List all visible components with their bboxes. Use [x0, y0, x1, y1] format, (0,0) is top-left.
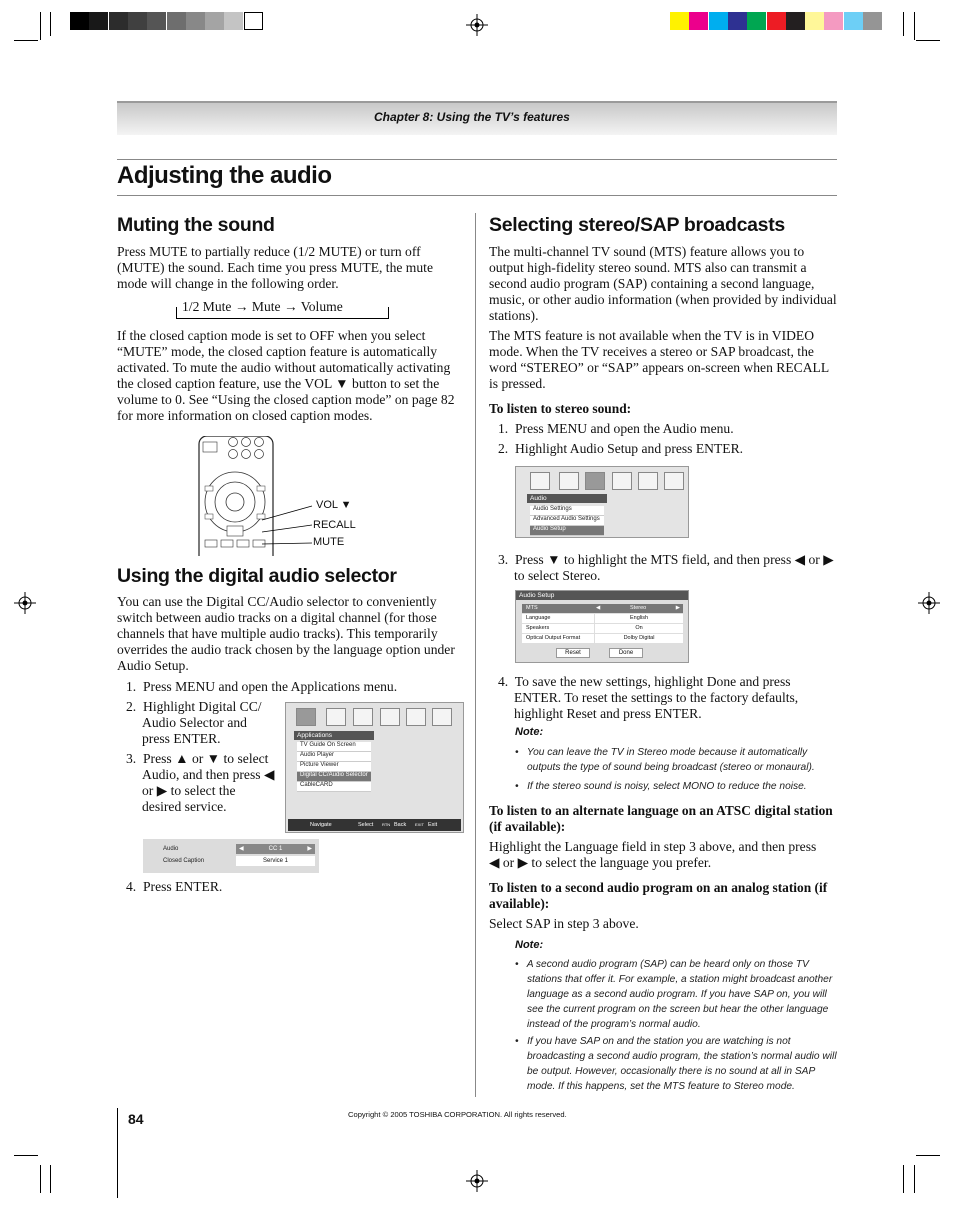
stereo-p2: The MTS feature is not available when the TV is in VIDEO mode. When the TV receives a stereo or SAP broadcast, the word “STEREO” or “SAP” appears on-screen when RECALL is pressed.: [489, 328, 829, 391]
tab-picture-icon: [296, 708, 316, 726]
digital-body: You can use the Digital CC/Audio selector to conveniently switch between audio tracks on a digital channel (for those channels that have multiple audio tracks). This temporarily overrides the audio track chosen by the language option under Audio Setup.: [117, 594, 455, 673]
gray-swatch: [109, 12, 128, 30]
tab-audio-icon: [326, 708, 346, 726]
app-item-digital-cc-audio[interactable]: Digital CC/Audio Selector: [297, 772, 371, 782]
audio-item-advanced[interactable]: Advanced Audio Settings: [530, 516, 604, 526]
tab-music-icon: [585, 472, 605, 490]
app-item-audio-player[interactable]: Audio Player: [297, 752, 371, 762]
app-item-picture-viewer[interactable]: Picture Viewer: [297, 762, 371, 772]
audio-setup-title: Audio Setup: [516, 591, 688, 600]
color-swatch: [689, 12, 708, 30]
stereo-heading: Selecting stereo/SAP broadcasts: [489, 214, 785, 236]
digital-heading: Using the digital audio selector: [117, 565, 397, 587]
stereo-p1: The multi-channel TV sound (MTS) feature allows you to output high-fidelity stereo sound. MTS also can transmit a second audio program (SAP) containing a second language, music, or other audio information (when provided by individual stations).: [489, 244, 837, 323]
remote-callout-lines: [262, 500, 314, 550]
mts-row[interactable]: MTS ◀ Stereo ▶: [522, 604, 683, 613]
stereo-step-1: 1. Press MENU and open the Audio menu.: [498, 421, 734, 436]
page-number: 84: [128, 1111, 144, 1127]
right-arrow-icon: ▶: [307, 846, 312, 852]
optical-output-row[interactable]: Optical Output Format Dolby Digital: [522, 634, 683, 643]
registration-mark-icon: [14, 592, 36, 614]
tab-apps-icon: [664, 472, 684, 490]
digital-audio-selector: [143, 839, 319, 873]
app-item-cablecard[interactable]: CableCARD: [297, 782, 371, 792]
footer-rule: [117, 1108, 118, 1198]
digital-step-3: 3. Press ▲ or ▼ to select Audio, and then press ◀ or ▶ to select the desired service.: [126, 751, 275, 814]
done-button[interactable]: Done: [609, 648, 643, 658]
note-1b: • If the stereo sound is noisy, select MONO to reduce the noise.: [515, 781, 807, 792]
color-swatch: [863, 12, 882, 30]
gray-swatch: [186, 12, 205, 30]
audio-menu-title: Audio: [527, 494, 607, 503]
color-swatch: [728, 12, 747, 30]
color-swatch: [709, 12, 728, 30]
muting-intro: Press MUTE to partially reduce (1/2 MUTE) or turn off (MUTE) the sound. Each time you press MUTE, the mute mode will change in the following order.: [117, 244, 433, 291]
gray-swatch: [89, 12, 108, 30]
selector-cc-value-field[interactable]: Service 1: [236, 856, 315, 866]
note-label-2: Note:: [515, 939, 544, 951]
column-divider: [475, 213, 476, 1097]
selector-audio-value-field[interactable]: ◀ CC 1 ▶: [236, 844, 315, 854]
alt-language-body: Highlight the Language field in step 3 above, and then press ◀ or ▶ to select the language you prefer.: [489, 839, 817, 870]
color-swatch: [805, 12, 824, 30]
digital-step-4: 4. Press ENTER.: [126, 879, 223, 894]
registration-mark-icon: [466, 14, 488, 36]
gray-swatch: [244, 12, 263, 30]
color-swatch: [767, 12, 786, 30]
note-2a: • A second audio program (SAP) can be heard only on those TV stations that offer it. For example, a station might broadcast another language as a second audio program. If you have SAP on, you will see the current program on the screen but hear the other language instead of the program’s normal audio.: [515, 959, 833, 1030]
color-swatch: [844, 12, 863, 30]
applications-menu-screen: [285, 702, 464, 833]
mute-cycle-diagram: [176, 299, 389, 319]
title-rule-top: [117, 159, 837, 160]
reset-button[interactable]: Reset: [556, 648, 590, 658]
mute-cycle-text: 1/2 Mute → Mute → Volume: [182, 299, 343, 314]
tab-lock-icon: [406, 708, 426, 726]
remote-label-vol: VOL ▼: [316, 499, 352, 511]
tab-picture-icon: [530, 472, 550, 490]
tab-lock-icon: [638, 472, 658, 490]
selector-cc-label: Closed Caption: [163, 858, 205, 864]
muting-heading: Muting the sound: [117, 214, 275, 236]
note-2b: • If you have SAP on and the station you are watching is not broadcasting a second audio program, the station’s normal audio will be output. However, occasionally there is no sound at all in SAP mode. If this happens, set the MTS feature to Stereo mode.: [515, 1036, 837, 1092]
remote-label-mute: MUTE: [313, 536, 345, 548]
color-swatch: [786, 12, 805, 30]
tab-setup-icon: [612, 472, 632, 490]
right-arrow-icon: ▶: [675, 605, 680, 611]
muting-body: If the closed caption mode is set to OFF when you select “MUTE” mode, the closed caption feature is automatically activated. To mute the audio without automatically activating the closed caption feature, use the VOL ▼ button to set the volume to 0. See “Using the closed caption mode” on page 82 for more information on closed caption modes.: [117, 328, 455, 423]
color-swatch: [824, 12, 843, 30]
sap-body: Select SAP in step 3 above.: [489, 916, 639, 931]
note-label-1: Note:: [515, 726, 544, 738]
gray-swatch: [224, 12, 243, 30]
applications-menu-title: Applications: [294, 731, 374, 740]
remote-label-recall: RECALL: [313, 519, 356, 531]
title-rule-bottom: [117, 195, 837, 196]
digital-step-2: 2. Highlight Digital CC/ Audio Selector and press ENTER.: [126, 699, 262, 746]
audio-setup-screen: [515, 590, 689, 663]
color-swatch: [670, 12, 689, 30]
page-title: Adjusting the audio: [117, 162, 332, 189]
registration-mark-icon: [466, 1170, 488, 1192]
registration-mark-icon: [918, 592, 940, 614]
stereo-step-3: 3. Press ▼ to highlight the MTS field, and then press ◀ or ▶ to select Stereo.: [498, 552, 834, 583]
gray-swatch: [205, 12, 224, 30]
tab-music-icon: [353, 708, 373, 726]
selector-audio-label: Audio: [163, 846, 179, 852]
chapter-label: Chapter 8: Using the TV’s features: [374, 110, 570, 124]
gray-swatch: [167, 12, 186, 30]
color-swatch: [747, 12, 766, 30]
note-1a: • You can leave the TV in Stereo mode because it automatically outputs the type of sound being broadcast (stereo or monaural).: [515, 747, 815, 773]
app-menu-footer: Navigate Select RTN Back EXIT Exit: [288, 819, 461, 831]
digital-step-1: 1. Press MENU and open the Applications menu.: [126, 679, 398, 694]
tab-setup-icon: [380, 708, 400, 726]
stereo-step-4: 4. To save the new settings, highlight Done and press ENTER. To reset the settings to the factory defaults, highlight Reset and press ENTER.: [498, 674, 799, 721]
listen-stereo-heading: To listen to stereo sound:: [489, 401, 632, 416]
left-arrow-icon: ◀: [239, 846, 244, 852]
speakers-row[interactable]: Speakers On: [522, 624, 683, 633]
audio-item-settings[interactable]: Audio Settings: [530, 506, 604, 516]
sap-heading: To listen to a second audio program on an analog station (if available):: [489, 880, 828, 911]
stereo-step-2: 2. Highlight Audio Setup and press ENTER.: [498, 441, 744, 456]
gray-swatch: [70, 12, 89, 30]
gray-swatch: [147, 12, 166, 30]
left-arrow-icon: ◀: [596, 605, 601, 611]
audio-item-setup[interactable]: Audio Setup: [530, 526, 604, 536]
audio-menu-screen: [515, 466, 689, 538]
gray-swatch: [128, 12, 147, 30]
copyright: Copyright © 2005 TOSHIBA CORPORATION. All rights reserved.: [348, 1110, 567, 1119]
tab-apps-icon: [432, 708, 452, 726]
tab-audio-icon: [559, 472, 579, 490]
app-item-tv-guide[interactable]: TV Guide On Screen: [297, 742, 371, 752]
alt-language-heading: To listen to an alternate language on an ATSC digital station (if available):: [489, 803, 833, 834]
language-row[interactable]: Language English: [522, 614, 683, 623]
